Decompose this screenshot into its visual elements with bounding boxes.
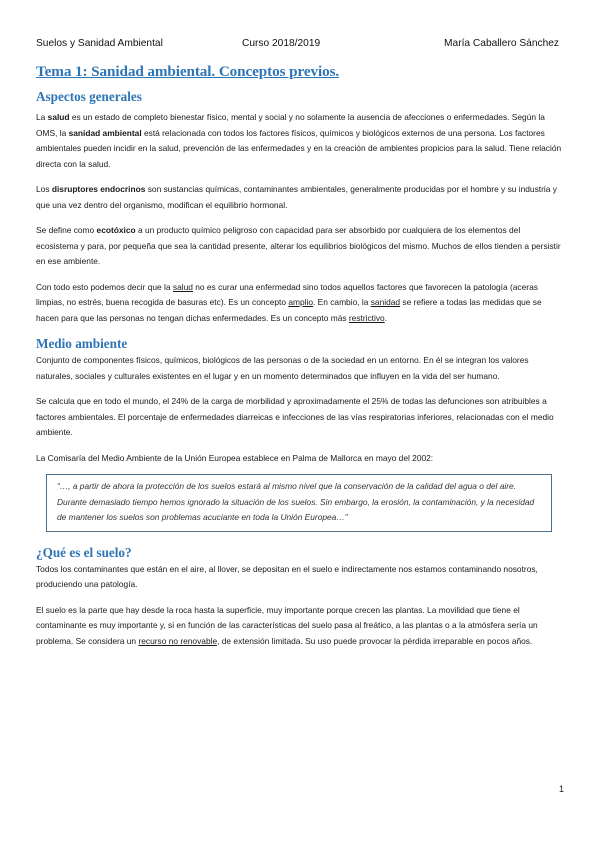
page-content (36, 62, 564, 649)
paragraph-medio-definition: Conjunto de componentes físicos, químicos, biológicos de las personas o de la sociedad en un entorno. En él se integran los valores naturales, sociales y culturales existentes en el lugar y en un momento determinados que influyen en la vida del ser humano. (36, 355, 529, 381)
heading-aspectos-generales: Aspectos generales (36, 89, 142, 104)
paragraph-disruptores: Los disruptores endocrinos son sustancias químicas, contaminantes ambientales, generalmente producidas por el hombre y su industria y que una vez dentro del organismo, modifican el equilibrio hormonal. (36, 184, 557, 210)
document-title: Tema 1: Sanidad ambiental. Conceptos previos. (36, 63, 340, 80)
heading-que-es-el-suelo: ¿Qué es el suelo? (36, 544, 132, 560)
header-course-name: Suelos y Sanidad Ambiental (36, 38, 163, 49)
paragraph-salud-vs-sanidad: Con todo esto podemos decir que la salud no es curar una enfermedad sino todos aquellos factores que favorecen la patología (aceras limpias, no estrés, buena recogida de basuras etc). Es un concepto amplio. En cambio, la sanidad se refiere a todas las medidas que se hacen para que las personas no tengan dichas enfermedades. Es un concepto más restrictivo. (36, 281, 542, 323)
paragraph-comisaria: La Comisaría del Medio Ambiente de la Unión Europea establece en Palma de Mallorca en mayo del 2002: (36, 452, 434, 463)
heading-medio-ambiente: Medio ambiente (36, 336, 128, 351)
paragraph-ecotoxico: Se define como ecotóxico a un producto químico peligroso con capacidad para ser absorbido por cualquiera de los elementos del ecosistema y para, por pequeña que sea la cantidad presente, alterar los equilibrios biológicos del mismo. Muchos de ellos tienden a persistir en ese ambiente. (36, 225, 561, 266)
quote-box: “…, a partir de ahora la protección de los suelos estará al mismo nivel que la conservación de la calidad del agua o del aire. Durante demasiado tiempo hemos ignorado la situación de los suelos. Sin embargo, la erosión, la contaminación, y la necesidad de mantener los suelos son problemas acuciante en toda la Unión Europea…” (46, 474, 552, 532)
paragraph-salud-definition: La salud es un estado de completo bienestar físico, mental y social y no solamente la ausencia de afecciones o enfermedades. Según la OMS, la sanidad ambiental está relacionada con todos los factores físicos, químicos y biológicos externos de una persona. Los factores ambientales pueden incidir en la salud, prevención de las enfermedades y en la creación de ambientes propicios para la salud. Tiene relación directa con la salud. (36, 112, 562, 169)
paragraph-suelo-definition: El suelo es la parte que hay desde la roca hasta la superficie, muy importante porque crecen las plantas. La movilidad que tiene el contaminante es muy importante y, si en función de las características del suelo pasa al freático, a las plantas o a la atmósfera sería un problema. Se considera un recurso no renovable, de extensión limitada. Su uso puede provocar la pérdida irreparable en pocos años. (36, 604, 538, 646)
page-number: 1 (558, 784, 564, 794)
paragraph-morbilidad: Se calcula que en todo el mundo, el 24% de la carga de morbilidad y aproximadamente el 25% de todas las defunciones son atribuibles a factores ambientales. El porcentaje de enfermedades diarreicas e infecciones de las vías respiratorias inferiores, relacionadas con el medio ambiente. (36, 396, 554, 437)
paragraph-contaminantes: Todos los contaminantes que están en el aire, al llover, se depositan en el suelo e indirectamente nos estamos contaminando nosotros, produciendo una patología. (36, 563, 538, 589)
header-academic-year: Curso 2018/2019 (242, 38, 321, 49)
header-author: María Caballero Sánchez (444, 38, 559, 49)
page-header (36, 38, 563, 52)
